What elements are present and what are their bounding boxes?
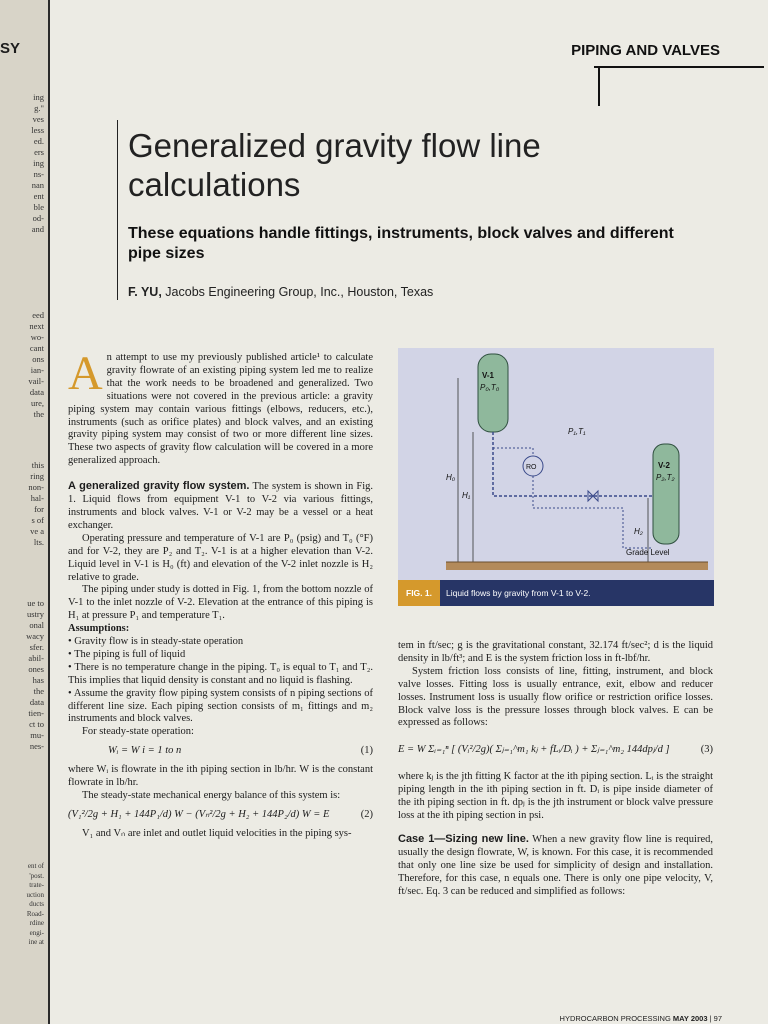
h2-label: H₂ (634, 527, 643, 536)
previous-page-fragment: ing (33, 158, 44, 168)
previous-page-fragment: ing (33, 92, 44, 102)
previous-page-fragment: ent of (27, 862, 44, 870)
previous-page-fragment: ustry (27, 609, 44, 619)
body-paragraph: Operating pressure and temperature of V-1 are P₀ (psig) and T₀ (°F) and for V-2, they are P₂ and T₂. V-1 is at a higher elevation than V-2. Liquid level in V-1 is H₀ (ft) and elevation of the V-2 inlet nozzle is H₂ relative to grade. (68, 532, 373, 583)
previous-page-fragment: abil- (28, 653, 44, 663)
previous-page-fragment: ure, (31, 398, 44, 408)
grade-ground (446, 562, 708, 570)
p1-t1-label: P₁,T₁ (568, 427, 586, 436)
equation-2: (V₁²/2g + H₁ + 144P₁/d) W − (Vₙ²/2g + H₂ + 144P₂/d) W = E (2) (68, 808, 373, 820)
previous-page-fragment: nes- (29, 741, 44, 751)
previous-page-fragment: next (29, 321, 44, 331)
ro-label: RO (526, 464, 537, 471)
previous-page-fragment: cant (29, 343, 44, 353)
pipe-boundary (493, 448, 653, 548)
previous-page-text-mid (28, 310, 44, 420)
article-page (50, 0, 768, 1024)
case-paragraph: Case 1—Sizing new line. When a new gravity flow line is required, usually the design flowrate, W, is known. For this case, it is recommended that only one line size be used for simplicity of design and installation. Therefore, for this case, n equals one. There is only one pipe velocity, V, ft/sec. Eq. 3 can be reduced and simplified as follows: (398, 832, 713, 897)
previous-page-fragment: ct to (29, 719, 44, 729)
v1-label: V-1 (482, 371, 495, 380)
previous-page-fragment: and (31, 224, 44, 234)
drop-cap: A (68, 347, 103, 400)
previous-page-fragment: ers (34, 147, 44, 157)
gravity-pipe (493, 432, 653, 496)
previous-page-fragment: ones (28, 664, 44, 674)
previous-page-fragment: ves (32, 114, 44, 124)
column-right (398, 640, 713, 898)
previous-page-text-low (26, 598, 44, 752)
previous-page-text-mid2 (28, 460, 44, 548)
figure-caption-label: FIG. 1. (398, 580, 440, 606)
journal-name: HYDROCARBON PROCESSING (559, 1014, 671, 1023)
vessel-v1 (478, 354, 508, 432)
body-paragraph: tem in ft/sec; g is the gravitational constant, 32.174 ft/sec²; d is the liquid density in lb/ft³; and E is the system friction loss in ft-lbf/hr. (398, 640, 713, 664)
previous-page-fragment: data (29, 697, 44, 707)
grade-label: Grade Level (626, 548, 670, 557)
previous-page-fragment: ons (32, 354, 44, 364)
figure-caption-text: Liquid flows by gravity from V-1 to V-2. (445, 588, 591, 598)
body-paragraph: System friction loss consists of line, fitting, instrument, and block valve losses. Fitting loss is usually entrance, exit, elbow and reducer losses. Instrument loss is usually flow orifice or restriction orifice losses. Block valve loss is the pressure losses through block valves. E can be expressed as follows: (398, 665, 713, 729)
previous-page-text-top (31, 92, 44, 235)
body-paragraph: For steady-state operation: (82, 726, 194, 738)
previous-page-fragment: tien- (28, 708, 44, 718)
body-paragraph: where Wᵢ is flowrate in the ith piping section in lb/hr. W is the constant flowrate in lb/hr. (68, 764, 373, 789)
previous-page-fragment: wo- (30, 332, 44, 342)
previous-page-fragment: for (34, 504, 44, 514)
previous-page-fragment: vail- (28, 376, 44, 386)
previous-page-fragment: ed. (33, 136, 44, 146)
figure-1 (398, 348, 714, 606)
byline (128, 285, 433, 299)
body-paragraph: V₁ and Vₙ are inlet and outlet liquid velocities in the piping sys- (82, 827, 352, 839)
issue-date: MAY 2003 (672, 1014, 708, 1023)
bullet-item: • The piping is full of liquid (68, 648, 186, 660)
previous-page-fragment: mu- (30, 730, 44, 740)
previous-page-fragment: ring (30, 471, 44, 481)
body-paragraph: The steady-state mechanical energy balance of this system is: (82, 790, 341, 801)
previous-page-fragment: data (29, 387, 44, 397)
bullet-item: • Assume the gravity flow piping system consists of n piping sections of different line size. Each piping section consists of m₁ fittings and m₂ instruments and block valves. (68, 687, 373, 725)
previous-page-fragment: trate- (29, 881, 44, 889)
section-paragraph: A generalized gravity flow system. The system is shown in Fig. 1. Liquid flows from equipment V-1 to V-2 via various fittings, instruments and block valves. V-1 or V-2 may be a vessel or a heat exchanger. (68, 480, 374, 531)
previous-page-fragment: ent (33, 191, 44, 201)
previous-page-fragment: eed (32, 310, 44, 320)
h1-label: H₁ (462, 491, 471, 500)
article-subtitle: These equations handle fittings, instruments, block valves and different pipe sizes (128, 225, 674, 262)
bullet-item: • Gravity flow is in steady-state operation (68, 636, 244, 648)
previous-page-fragment: has (32, 675, 44, 685)
previous-page-fragment: uction (26, 890, 44, 899)
previous-page-fragment: s of (31, 515, 44, 525)
article-title: Generalized gravity flow line calculations (128, 127, 541, 203)
previous-page-fragment: hal- (30, 493, 44, 503)
previous-page-fragment: this (31, 460, 44, 470)
h0-label: H₀ (446, 473, 456, 482)
assumptions-heading: Assumptions: (68, 623, 130, 635)
header-rule (594, 66, 764, 68)
previous-page-fragment: wacy (26, 631, 44, 641)
previous-page-fragment: lts. (33, 537, 44, 547)
flow-diagram (398, 348, 714, 606)
previous-page-fragment: ns- (33, 169, 44, 179)
previous-page-fragment: ducts (29, 900, 44, 908)
previous-page-fragment: g." (34, 103, 44, 113)
section-heading: A generalized gravity flow system. (68, 480, 250, 493)
v2-label: V-2 (658, 461, 671, 470)
previous-page-fragment: the (33, 686, 44, 696)
previous-page-fragment: the (33, 409, 44, 419)
previous-page-edge (0, 0, 50, 1024)
case-heading: Case 1—Sizing new line. (398, 832, 529, 845)
previous-page-fragment: engi- (29, 928, 44, 937)
body-paragraph: The piping under study is dotted in Fig. 1, from the bottom nozzle of V-1 to the inlet nozzle of V-2. Elevation at the entrance of this piping is H₁ at pressure P₁ and temperature T₁. (68, 584, 373, 622)
previous-page-fragment: ian- (30, 365, 44, 375)
intro-paragraph: An attempt to use my previously published article¹ to calculate gravity flowrate of an existing piping system led me to realize that the work needs to be broadened and generalized. Two situations were not covered in the previous article: a gravity piping system may contain various fittings (elbows, reducers, etc.), instruments (such as orifice plates) and block valves, and an existing gravity piping system may consist of two or more different line sizes. These two aspects of gravity flow calculation will be covered in a more generalized approach. (68, 347, 373, 467)
previous-page-header: SY (0, 40, 21, 57)
vessel-v2 (653, 444, 679, 544)
author-name: F. YU, (128, 285, 162, 299)
previous-page-note (27, 862, 45, 948)
previous-page-fragment: ble (33, 202, 44, 212)
previous-page-fragment: ue to (27, 598, 44, 608)
previous-page-fragment: nan (31, 180, 44, 190)
header-rule-vertical (598, 66, 600, 106)
previous-page-fragment: ve a (30, 526, 44, 536)
title-rule (117, 120, 118, 300)
previous-page-fragment: sfer. (29, 642, 44, 652)
author-affiliation: Jacobs Engineering Group, Inc., Houston, Texas (165, 285, 434, 299)
v2-conditions: P₂,T₂ (656, 473, 675, 482)
v1-conditions: P₀,T₀ (480, 383, 500, 392)
previous-page-fragment: 'post. (29, 871, 44, 880)
page-footer: HYDROCARBON PROCESSING MAY 2003 | 97 (559, 1014, 722, 1023)
previous-page-fragment: rdine (29, 919, 44, 927)
equation-1: Wᵢ = W i = 1 to n (1) (108, 745, 373, 757)
previous-page-fragment: ine at (28, 938, 44, 946)
column-left (68, 347, 374, 841)
figure-caption (398, 580, 714, 606)
previous-page-fragment: Road- (26, 909, 44, 918)
previous-page-fragment: onal (29, 620, 44, 630)
bullet-item: • There is no temperature change in the piping. T₀ is equal to T₁ and T₂. This implies that liquid density is constant and no liquid is flashing. (68, 661, 373, 686)
equation-3: E = W Σᵢ₌₁ⁿ [ (Vᵢ²/2g)( Σⱼ₌₁^m₁ kⱼ + fLᵢ/Dᵢ ) + Σⱼ₌₁^m₂ 144dpⱼ/d ] (3) (398, 744, 713, 756)
section-header: PIPING AND VALVES (571, 42, 720, 59)
page-number: 97 (713, 1014, 722, 1023)
previous-page-fragment: non- (28, 482, 44, 492)
previous-page-fragment: less (31, 125, 44, 135)
previous-page-fragment: od- (32, 213, 44, 223)
body-paragraph: where kⱼ is the jth fitting K factor at the ith piping section. Lᵢ is the straight piping length in the ith piping section in ft. Dᵢ is pipe inside diameter of the ith piping section in ft. dpⱼ is the jth instrument or block valve pressure loss at the ith piping section in psi. (398, 771, 713, 821)
